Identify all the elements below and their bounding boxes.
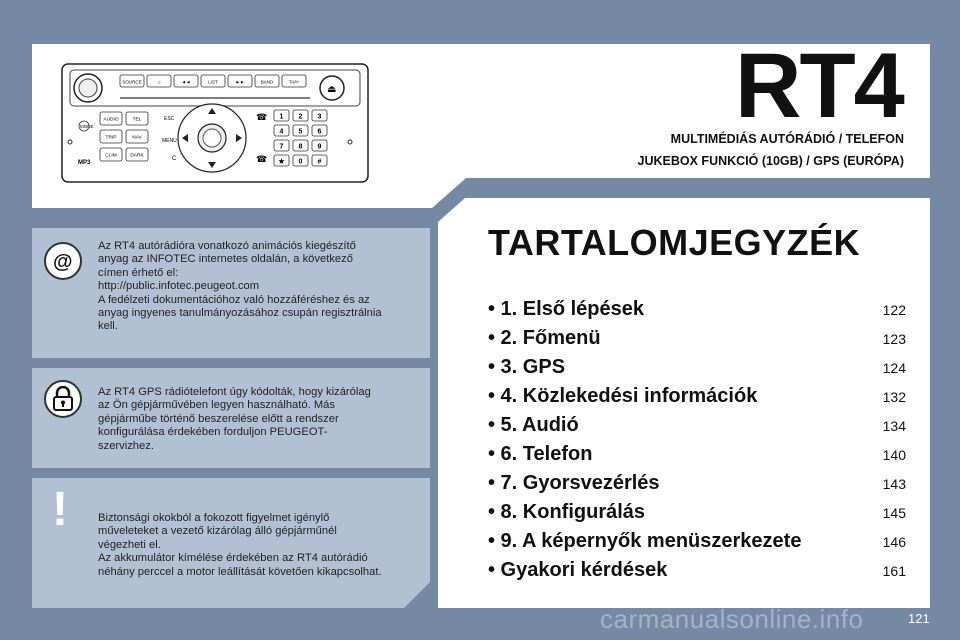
toc-item-label: • 6. Telefon (488, 443, 593, 465)
radio-left-button-label: CLIM (105, 153, 117, 159)
toc-item-label: • 8. Konfigurálás (488, 501, 646, 523)
product-subtitle-2: JUKEBOX FUNKCIÓ (10GB) / GPS (EURÓPA) (637, 154, 904, 168)
toc-item-label: • 4. Közlekedési információk (488, 385, 758, 407)
toc-item-label: • 9. A képernyők menüszerkezete (488, 530, 802, 552)
radio-top-button-label: ◄◄ (181, 79, 191, 85)
toc-item[interactable] (488, 559, 906, 587)
radio-keypad-key-label: 3 (317, 113, 322, 121)
info-box-online (32, 228, 430, 358)
radio-left-button-label: AUDIO (103, 117, 119, 123)
mp3-logo: MP3 (78, 160, 91, 166)
toc-item-label: • 7. Gyorsvezérlés (488, 472, 660, 494)
info-box-warning (32, 478, 430, 608)
radio-keypad-key-label: 5 (298, 128, 303, 136)
watermark: carmanualsonline.info (600, 604, 864, 634)
radio-label-menu: MENU (162, 138, 177, 144)
radio-illustration (60, 62, 370, 184)
radio-label-c: C (172, 156, 177, 162)
toc-item[interactable] (488, 327, 906, 355)
toc-item-label: • Gyakori kérdések (488, 559, 668, 581)
toc-item[interactable] (488, 530, 906, 558)
radio-keypad-key-label: 6 (317, 128, 322, 136)
call-icon: ☎ (256, 112, 268, 122)
toc-item[interactable] (488, 501, 906, 529)
toc-item-page: 123 (882, 331, 906, 347)
toc-title: TARTALOMJEGYZÉK (488, 222, 861, 263)
toc-item-page: 143 (882, 476, 906, 492)
radio-left-button-label: TRIP (105, 135, 117, 141)
radio-left-button-label: TEL (132, 117, 142, 123)
toc-item-label: • 1. Első lépések (488, 298, 644, 320)
svg-text:⏏: ⏏ (327, 84, 337, 95)
exclamation-icon: ! (52, 483, 68, 536)
radio-keypad-key-label: ★ (278, 158, 285, 166)
info-text-warning: Biztonsági okokból a fokozott figyelmet igénylő műveleteket a vezető kizárólag álló gépjárműnél végezheti el. Az akkumulátor kímélése érdekében az RT4 autórádió néhány perccel a motor leállítását követően kikapcsolhat. (98, 512, 382, 578)
radio-top-button-label: SOURCE (122, 79, 142, 85)
toc-item[interactable] (488, 298, 906, 326)
toc-item-page: 132 (882, 389, 906, 405)
hangup-icon: ☎ (256, 154, 268, 164)
toc-item-label: • 5. Audió (488, 414, 579, 436)
radio-keypad-key-label: 2 (298, 113, 303, 121)
toc-item-page: 145 (882, 505, 906, 521)
toc-item[interactable] (488, 414, 906, 442)
toc-item-page: 122 (882, 302, 906, 318)
radio-keypad-key-label: 1 (279, 113, 284, 121)
toc-item[interactable] (488, 356, 906, 384)
product-title: RT4 (735, 35, 903, 137)
radio-top-button-label: ♫ (157, 79, 161, 85)
radio-top-button-label: BAND (260, 79, 274, 85)
toc-item[interactable] (488, 472, 906, 500)
radio-keypad-key-label: 8 (298, 143, 303, 151)
radio-keypad-key-label: 4 (279, 128, 284, 136)
radio-label-esc: ESC (164, 116, 175, 122)
toc-item-page: 134 (882, 418, 906, 434)
toc-item-label: • 2. Főmenü (488, 327, 601, 349)
radio-label-mode: MODE (80, 124, 94, 129)
radio-top-button-label: LIST (208, 79, 218, 85)
radio-keypad-key-label: 7 (279, 143, 284, 151)
info-text-security: Az RT4 GPS rádiótelefont úgy kódolták, hogy kizárólag az Ön gépjárművében legyen használható. Más gépjárműbe történő beszerelése előtt a rendszer konfigurálása érdekében forduljon PEUGEOT- szervizhez. (98, 386, 371, 452)
info-box-security (32, 368, 430, 468)
radio-keypad-key-label: # (317, 158, 322, 166)
radio-keypad-key-label: 0 (298, 158, 303, 166)
radio-top-buttons (120, 75, 306, 87)
toc-item-page: 161 (882, 563, 906, 579)
toc-item[interactable] (488, 385, 906, 413)
at-sign-icon (44, 242, 82, 280)
toc-item-page: 146 (882, 534, 906, 550)
radio-left-button-label: NAV (132, 135, 142, 141)
toc-item[interactable] (488, 443, 906, 471)
toc-item-page: 124 (882, 360, 906, 376)
svg-text:@: @ (53, 251, 73, 273)
lock-icon (44, 380, 82, 418)
radio-top-button-label: TA/i+ (288, 79, 300, 85)
toc-item-label: • 3. GPS (488, 356, 566, 378)
radio-left-button-label: DARK (130, 153, 144, 159)
page-number: 121 (908, 611, 930, 626)
radio-keypad-key-label: 9 (317, 143, 322, 151)
info-text-online: Az RT4 autórádióra vonatkozó animációs kiegészítő anyag az INFOTEC internetes oldalán, a következő címen érhető el: http://public.infotec.peugeot.com A fedélzeti dokumentációhoz való hozzáféréshez és az anyag ingyenes tanulmányozásához csupán regisztrálnia kell. (98, 240, 382, 333)
toc-item-page: 140 (882, 447, 906, 463)
radio-top-button-label: ►► (235, 79, 245, 85)
product-subtitle-1: MULTIMÉDIÁS AUTÓRÁDIÓ / TELEFON (670, 132, 904, 146)
